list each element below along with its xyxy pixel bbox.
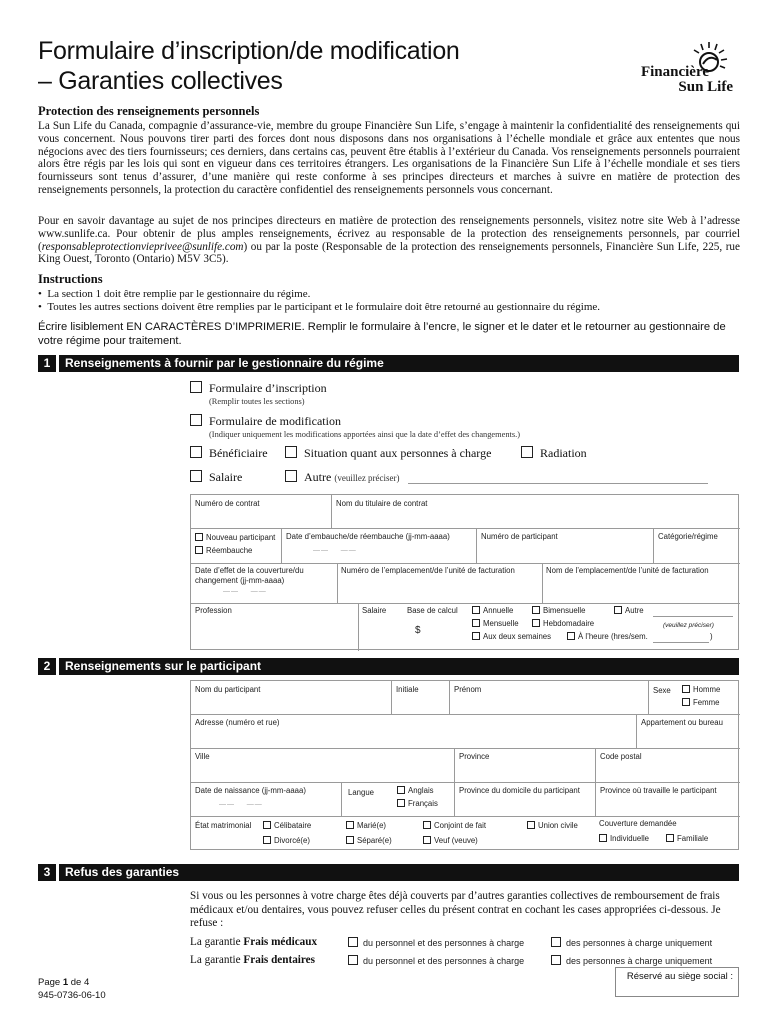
checkbox-individuelle[interactable] xyxy=(599,834,607,842)
checkbox-femme[interactable] xyxy=(682,698,690,706)
section-2-form xyxy=(190,680,739,850)
field-numero-emplacement[interactable]: Numéro de l’emplacement/de l’unité de facturation xyxy=(341,566,515,575)
check-autre-base[interactable]: Autre xyxy=(614,606,644,616)
instruction-bullet-2: • Toutes les autres sections doivent être remplies par le participant et le formulaire doit être retourné au gestionnaire du régime. xyxy=(38,301,601,313)
checkbox-marie[interactable] xyxy=(346,821,354,829)
checkbox-modification[interactable] xyxy=(190,414,202,426)
checkbox-reembauche[interactable] xyxy=(195,546,203,554)
option-salaire[interactable]: Salaire xyxy=(190,470,242,485)
checkbox-autre-base[interactable] xyxy=(614,606,622,614)
field-numero-contrat[interactable]: Numéro de contrat xyxy=(195,499,260,508)
date-separators-embauche: —— —— xyxy=(313,547,357,554)
refus-intro: Si vous ou les personnes à votre charge êtes déjà couverts par d’autres garanties collectives de remboursement de frais médicaux et/ou dentaires, vous pouvez refuser celles du présent contrat en cochant les cases appropriées ci-dessous. Je refuse : xyxy=(190,890,721,929)
reserved-head-office-box: Réservé au siège social : xyxy=(615,967,739,997)
logo-text-financiere: Financière xyxy=(640,64,709,80)
checkbox-medical-charge[interactable] xyxy=(551,937,561,947)
check-separe[interactable]: Séparé(e) xyxy=(346,836,392,846)
checkbox-celibataire[interactable] xyxy=(263,821,271,829)
privacy-email: responsableprotectionvieprivee@sunlife.com xyxy=(41,240,244,253)
checkbox-familiale[interactable] xyxy=(666,834,674,842)
preciser-note: (veuillez préciser) xyxy=(663,622,714,629)
section-1-form xyxy=(190,494,739,650)
check-femme[interactable]: Femme xyxy=(682,698,719,708)
field-initiale[interactable]: Initiale xyxy=(396,685,419,694)
section-3-title: Refus des garanties xyxy=(59,864,739,881)
check-individuelle[interactable]: Individuelle xyxy=(599,834,649,844)
field-nom-participant[interactable]: Nom du participant xyxy=(195,685,261,694)
check-hebdomadaire[interactable]: Hebdomadaire xyxy=(532,619,594,629)
field-ville[interactable]: Ville xyxy=(195,752,210,761)
option-modification[interactable]: Formulaire de modification xyxy=(190,414,341,429)
check-union-civile[interactable]: Union civile xyxy=(527,821,578,831)
field-titulaire[interactable]: Nom du titulaire de contrat xyxy=(336,499,428,508)
logo-text-sunlife: Sun Life xyxy=(678,79,733,95)
checkbox-nouveau[interactable] xyxy=(195,533,203,541)
section-2-number: 2 xyxy=(38,658,56,675)
field-date-effet[interactable]: Date d’effet de la couverture/du changement (jj-mm-aaaa) xyxy=(195,566,304,585)
option-beneficiaire[interactable]: Bénéficiaire xyxy=(190,446,268,461)
check-deux-semaines[interactable]: Aux deux semaines xyxy=(472,632,551,642)
field-prenom[interactable]: Prénom xyxy=(454,685,482,694)
field-profession[interactable]: Profession xyxy=(195,606,232,615)
checkbox-veuf[interactable] xyxy=(423,836,431,844)
checkbox-heure[interactable] xyxy=(567,632,575,640)
checkbox-anglais[interactable] xyxy=(397,786,405,794)
field-date-embauche[interactable]: Date d’embauche/de réembauche (jj-mm-aaaa) xyxy=(286,532,450,541)
field-nom-emplacement[interactable]: Nom de l’emplacement/de l’unité de facturation xyxy=(546,566,709,575)
checkbox-mensuelle[interactable] xyxy=(472,619,480,627)
field-salaire[interactable]: Salaire xyxy=(362,606,387,615)
field-adresse[interactable]: Adresse (numéro et rue) xyxy=(195,718,280,727)
checkbox-divorce[interactable] xyxy=(263,836,271,844)
field-code-postal[interactable]: Code postal xyxy=(600,752,642,761)
privacy-heading: Protection des renseignements personnels xyxy=(38,104,260,118)
check-reembauche[interactable]: Réembauche xyxy=(195,546,252,556)
section-3-header xyxy=(38,864,739,881)
checkbox-dental-personnel[interactable] xyxy=(348,955,358,965)
check-francais[interactable]: Français xyxy=(397,799,438,809)
checkbox-annuelle[interactable] xyxy=(472,606,480,614)
checkbox-salaire[interactable] xyxy=(190,470,202,482)
checkbox-homme[interactable] xyxy=(682,685,690,693)
option-autre[interactable]: Autre (veuillez préciser) xyxy=(285,470,400,485)
check-conjoint[interactable]: Conjoint de fait xyxy=(423,821,486,831)
option-radiation[interactable]: Radiation xyxy=(521,446,587,461)
label-langue: Langue xyxy=(348,788,375,797)
instructions-print-note: Écrire lisiblement EN CARACTÈRES D’IMPRIMERIE. Remplir le formulaire à l’encre, le signer et le dater et le retourner au gestionnaire de votre régime pour traitement. xyxy=(38,321,726,347)
date-separators-naissance: —— —— xyxy=(219,801,263,808)
instructions-heading: Instructions xyxy=(38,272,103,286)
checkbox-union-civile[interactable] xyxy=(527,821,535,829)
check-marie[interactable]: Marié(e) xyxy=(346,821,386,831)
check-divorce[interactable]: Divorcé(e) xyxy=(263,836,310,846)
section-1-number: 1 xyxy=(38,355,56,372)
section-2-title: Renseignements sur le participant xyxy=(59,658,739,675)
check-bimensuelle[interactable]: Bimensuelle xyxy=(532,606,585,616)
checkbox-radiation[interactable] xyxy=(521,446,533,458)
checkbox-medical-personnel[interactable] xyxy=(348,937,358,947)
form-code: 945-0736-06-10 xyxy=(38,990,106,1001)
sun-life-logo xyxy=(607,40,739,96)
section-1-header xyxy=(38,355,739,372)
check-medical-charge[interactable]: des personnes à charge uniquement xyxy=(551,937,712,949)
refus-row-medical-label: La garantie Frais médicaux xyxy=(190,936,318,948)
option-inscription-note: (Remplir toutes les sections) xyxy=(209,397,305,406)
heure-close-paren: ) xyxy=(710,632,713,641)
check-dental-personnel[interactable]: du personnel et des personnes à charge xyxy=(348,955,524,967)
checkbox-autre[interactable] xyxy=(285,470,297,482)
label-etat-matrimonial: État matrimonial xyxy=(195,821,252,830)
checkbox-bimensuelle[interactable] xyxy=(532,606,540,614)
autre-base-line[interactable] xyxy=(653,616,733,617)
autre-specify-line[interactable] xyxy=(408,483,708,484)
label-base-calcul: Base de calcul xyxy=(407,606,458,615)
option-modification-note: (Indiquer uniquement les modifications apportées ainsi que la date d’effet des changements.) xyxy=(209,430,521,439)
refus-row-dental-label: La garantie Frais dentaires xyxy=(190,954,315,966)
field-date-naissance[interactable]: Date de naissance (jj-mm-aaaa) xyxy=(195,786,306,795)
check-mensuelle[interactable]: Mensuelle xyxy=(472,619,519,629)
check-celibataire[interactable]: Célibataire xyxy=(263,821,311,831)
check-nouveau-participant[interactable]: Nouveau participant xyxy=(195,533,275,543)
checkbox-deux-semaines[interactable] xyxy=(472,632,480,640)
section-2-header xyxy=(38,658,739,675)
checkbox-francais[interactable] xyxy=(397,799,405,807)
field-appartement[interactable]: Appartement ou bureau xyxy=(641,718,723,727)
check-familiale[interactable]: Familiale xyxy=(666,834,708,844)
field-province-domicile[interactable]: Province du domicile du participant xyxy=(459,786,580,795)
field-province-travail[interactable]: Province où travaille le participant xyxy=(600,786,717,795)
check-homme[interactable]: Homme xyxy=(682,685,720,695)
page-title: Formulaire d’inscription/de modification – Garanties collectives xyxy=(38,37,460,95)
check-medical-personnel[interactable]: du personnel et des personnes à charge xyxy=(348,937,524,949)
check-anglais[interactable]: Anglais xyxy=(397,786,434,796)
privacy-paragraph-1: La Sun Life du Canada, compagnie d’assurance-vie, membre du groupe Financière Sun Life, s’engage à maintenir la confidentialité des renseignements qui vous concernent. Nous pouvons tirer parti des forces dont nous disposons dans nos organisations à l’échelle mondiale et grâce aux ententes que nous négocions avec des tiers fournisseurs; ces derniers, dans certains cas, peuvent être établis à l’extérieur du Canada. Vos renseignements personnels pourraient alors être régis par les lois qui sont en vigueur dans ces territoires étrangers. Les organisations de la Financière Sun Life à l’échelle mondiale et ses tiers fournisseurs sont tenus d’assurer, d’une manière qui reste conforme à ses principes directeurs et marches à suivre en matière de protection des renseignements personnels, la protection du caractère confidentiel des renseignements personnels vous concernant. xyxy=(38,120,740,196)
option-inscription[interactable]: Formulaire d’inscription xyxy=(190,381,327,396)
checkbox-conjoint[interactable] xyxy=(423,821,431,829)
checkbox-situation[interactable] xyxy=(285,446,297,458)
privacy-paragraph-2: Pour en savoir davantage au sujet de nos principes directeurs en matière de protection des renseignements personnels, visitez notre site Web à l’adresse www.sunlife.ca. Pour obtenir de plus amples renseignements, écrivez au responsable de la protection des renseignements personnels, par courriel (responsableprotectionvieprivee@sunlife.com) ou par la poste (Responsable de la protection des renseignements personnels, Financière Sun Life, 225, rue King Ouest, Toronto (Ontario) M5V 3C5). xyxy=(38,215,740,266)
section-3-number: 3 xyxy=(38,864,56,881)
section-1-title: Renseignements à fournir par le gestionnaire du régime xyxy=(59,355,739,372)
checkbox-beneficiaire[interactable] xyxy=(190,446,202,458)
checkbox-dental-charge[interactable] xyxy=(551,955,561,965)
field-province[interactable]: Province xyxy=(459,752,490,761)
label-sexe: Sexe xyxy=(653,686,671,695)
checkbox-hebdomadaire[interactable] xyxy=(532,619,540,627)
field-categorie[interactable]: Catégorie/régime xyxy=(658,532,718,541)
check-heure[interactable]: À l’heure (hres/sem. xyxy=(567,632,648,642)
check-veuf[interactable]: Veuf (veuve) xyxy=(423,836,478,846)
salary-dollar-sign: $ xyxy=(415,625,421,636)
heures-semaine-line[interactable] xyxy=(653,642,709,643)
instruction-bullet-1: • La section 1 doit être remplie par le gestionnaire du régime. xyxy=(38,288,311,300)
checkbox-separe[interactable] xyxy=(346,836,354,844)
page-number: Page 1 de 4 xyxy=(38,977,90,988)
date-separators-effet: —— —— xyxy=(223,588,267,595)
option-situation[interactable]: Situation quant aux personnes à charge xyxy=(285,446,491,461)
check-dental-charge[interactable]: des personnes à charge uniquement xyxy=(551,955,712,967)
check-annuelle[interactable]: Annuelle xyxy=(472,606,513,616)
field-numero-participant[interactable]: Numéro de participant xyxy=(481,532,558,541)
label-couverture: Couverture demandée xyxy=(599,819,677,828)
checkbox-inscription[interactable] xyxy=(190,381,202,393)
